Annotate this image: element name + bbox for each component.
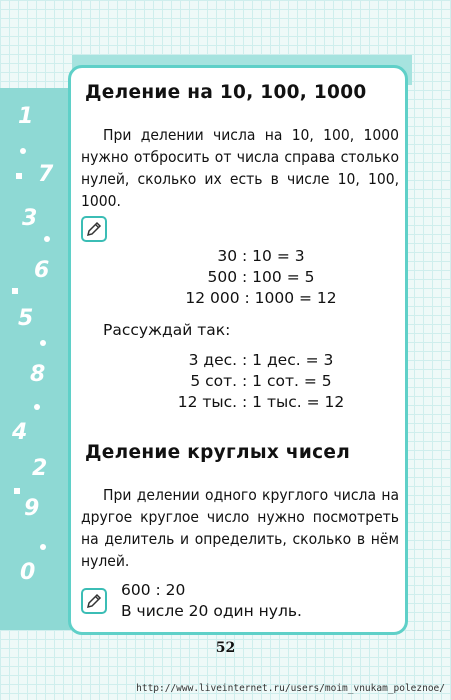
decor-digit: 3 bbox=[22, 206, 38, 231]
example-equation: 30 : 10 = 3 bbox=[217, 247, 305, 265]
pencil-icon bbox=[81, 588, 107, 614]
decorative-digit-strip bbox=[0, 88, 71, 630]
decor-square bbox=[12, 288, 18, 294]
decor-dot bbox=[40, 340, 46, 346]
example-explanation: В числе 20 один нуль. bbox=[121, 602, 302, 620]
decor-digit: 7 bbox=[38, 162, 54, 187]
example-division: 600 : 20 bbox=[121, 581, 186, 599]
decor-dot bbox=[40, 544, 46, 550]
reasoning-equation: 5 сот. : 1 сот. = 5 bbox=[190, 372, 332, 390]
example-equation: 500 : 100 = 5 bbox=[207, 268, 315, 286]
section-heading-division-by-10-100-1000: Деление на 10, 100, 1000 bbox=[85, 82, 367, 103]
decor-square bbox=[16, 173, 22, 179]
reasoning-label: Рассуждай так: bbox=[103, 321, 231, 339]
reasoning-equation: 12 тыс. : 1 тыс. = 12 bbox=[177, 393, 345, 411]
page-number: 52 bbox=[215, 640, 236, 656]
section-paragraph: При делении одного круглого числа на другое круглое число нужно посмотреть на делитель и определить, сколько в нём нулей. bbox=[81, 486, 399, 570]
section-paragraph: При делении числа на 10, 100, 1000 нужно отбросить от числа справа столько нулей, сколько их есть в числе 10, 100, 1000. bbox=[81, 126, 399, 210]
reasoning-equation: 3 дес. : 1 дес. = 3 bbox=[188, 351, 334, 369]
decor-digit: 8 bbox=[30, 362, 46, 387]
decor-dot bbox=[34, 404, 40, 410]
decor-digit: 4 bbox=[12, 420, 28, 445]
rule-card bbox=[68, 65, 408, 635]
example-equation: 12 000 : 1000 = 12 bbox=[185, 289, 337, 307]
footer-url: http://www.liveinternet.ru/users/moim_vnukam_poleznoe/ bbox=[136, 683, 445, 694]
decor-digit: 9 bbox=[24, 496, 40, 521]
decor-dot bbox=[44, 236, 50, 242]
decor-digit: 0 bbox=[20, 560, 36, 585]
decor-digit: 5 bbox=[18, 306, 34, 331]
section-heading-round-number-division: Деление круглых чисел bbox=[85, 442, 351, 463]
decor-digit: 2 bbox=[32, 456, 48, 481]
decor-digit: 6 bbox=[34, 258, 50, 283]
decor-dot bbox=[20, 148, 26, 154]
pencil-icon bbox=[81, 216, 107, 242]
decor-square bbox=[14, 488, 20, 494]
decor-digit: 1 bbox=[18, 104, 34, 129]
